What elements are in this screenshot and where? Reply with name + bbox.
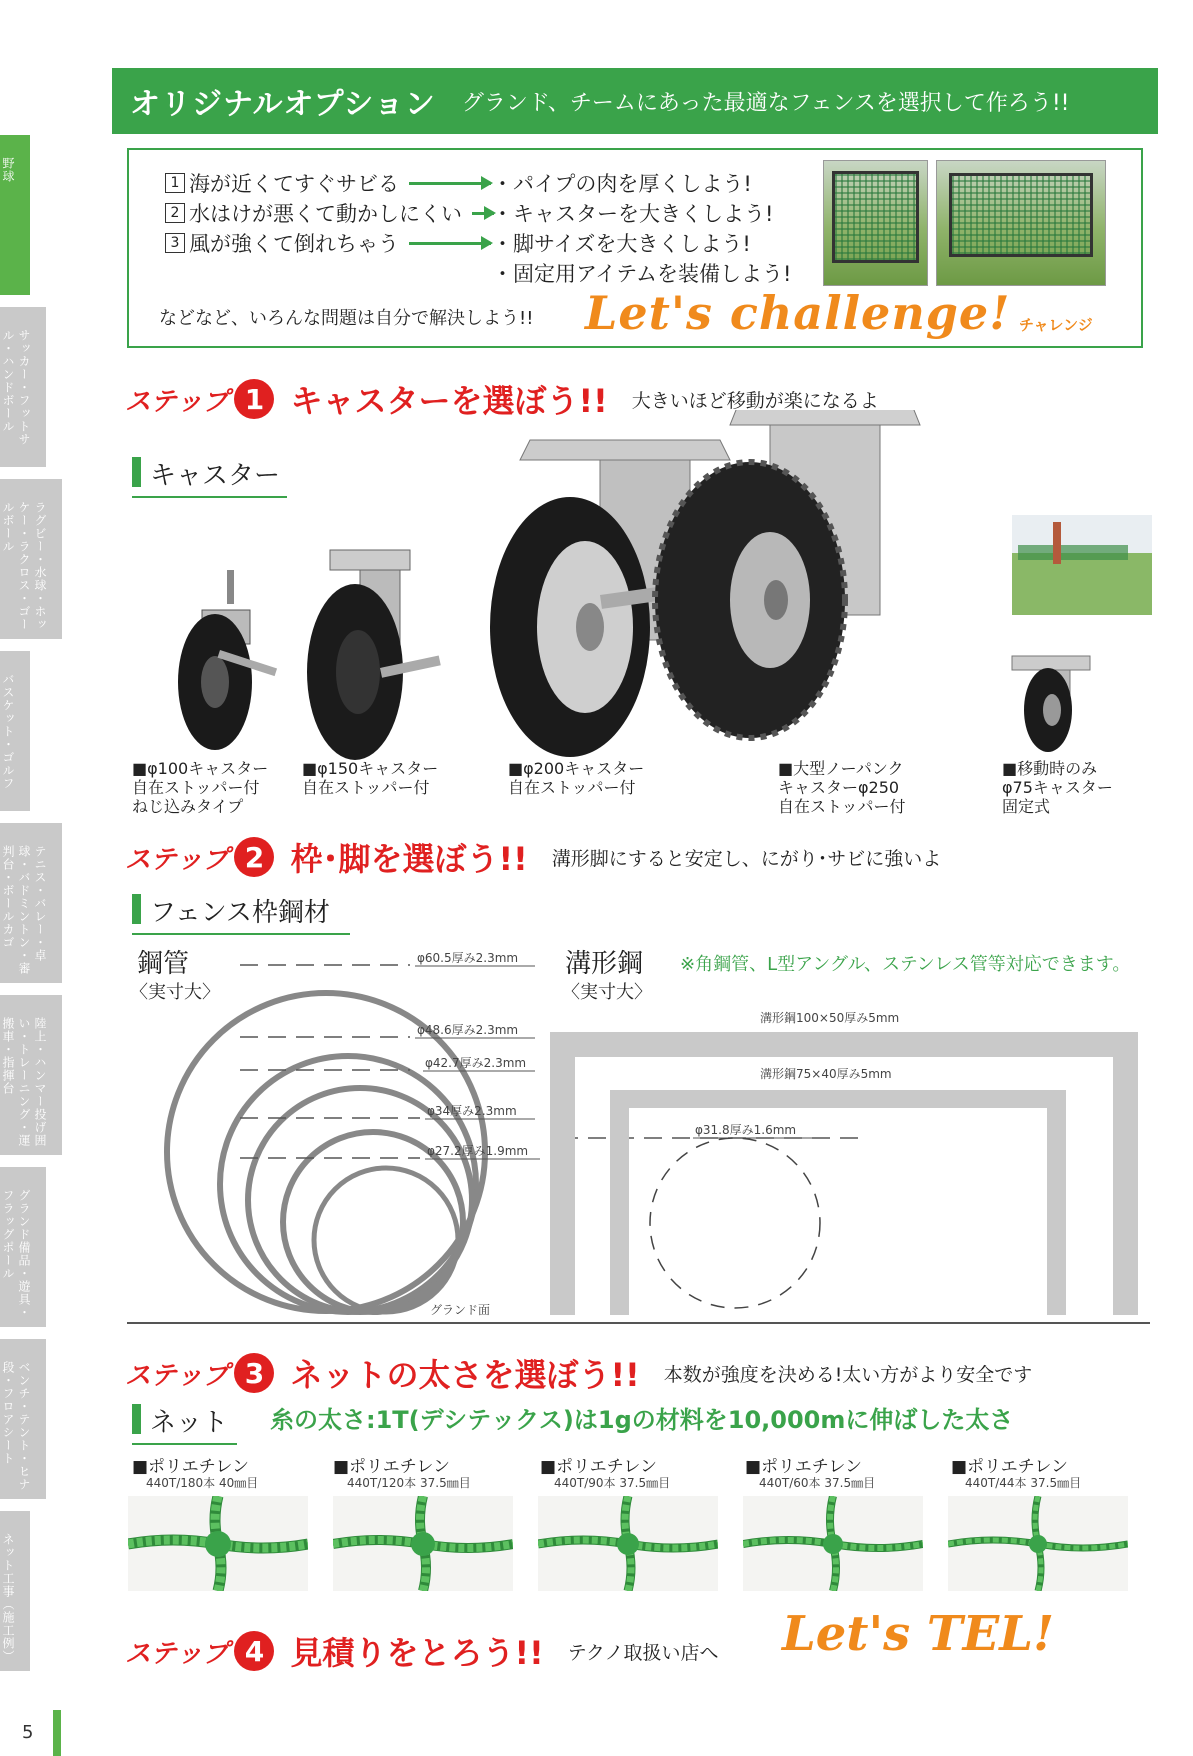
sidebar-tab-athletics[interactable]: 陸上・ハンマー投げ囲い・トレーニング・運搬車・指揮台: [0, 995, 62, 1155]
sidebar-tab-soccer[interactable]: サッカー・フットサル・ハンドボール: [0, 307, 46, 467]
caster-100-image: [178, 570, 277, 750]
caster-75-image: [1012, 656, 1090, 752]
net-name: ■ポリエチレン: [132, 1457, 249, 1477]
pipe-27-circle: [314, 1168, 458, 1312]
step-number-badge: 2: [234, 837, 274, 877]
caption-line: 自在ストッパー付: [778, 797, 906, 816]
ground-label: グランド面: [430, 1303, 491, 1317]
step-title: 枠･脚を選ぼう!!: [290, 840, 528, 878]
net-explanation: 糸の太さ:1T(デシテックス)は1gの材料を10,000mに伸ばした太さ: [270, 1406, 1014, 1434]
net-spec: 440T/180本 40㎜目: [146, 1476, 259, 1490]
net-sample-image: [333, 1496, 513, 1591]
page-title: オリジナルオプション: [130, 87, 436, 122]
channel-label: 溝形鋼100×50厚み5mm: [760, 1011, 900, 1025]
step2-heading: [125, 834, 941, 880]
net-spec: 440T/90本 37.5㎜目: [554, 1476, 671, 1490]
net-name: ■ポリエチレン: [745, 1457, 862, 1477]
arrow-right-icon: [409, 182, 491, 185]
caption-line: ねじ込みタイプ: [132, 797, 244, 816]
sidebar-tab-ground-equipment[interactable]: グランド備品・遊具・フラッグポール: [0, 1167, 46, 1327]
solution-text: ・パイプの肉を厚くしよう!: [492, 172, 752, 196]
steel-diagram: [120, 940, 1160, 1320]
problem-row: [165, 198, 500, 228]
closing-text: などなど、いろんな問題は自分で解決しよう!!: [159, 308, 534, 329]
step-subtitle: 大きいほど移動が楽になるよ: [631, 389, 879, 412]
sidebar-tab-baseball[interactable]: 野球: [0, 135, 30, 295]
net-rope: [617, 1533, 639, 1555]
step-subtitle: テクノ取扱い店へ: [567, 1641, 719, 1664]
step-subtitle: 溝形脚にすると安定し、にがり･サビに強いよ: [551, 847, 942, 870]
step-label: ステップ: [125, 1360, 229, 1391]
fence-photo: [823, 160, 928, 286]
caption-line: 自在ストッパー付: [508, 778, 636, 797]
step-number-badge: 4: [234, 1631, 274, 1671]
net-name: ■ポリエチレン: [951, 1457, 1068, 1477]
page-number-bar: [53, 1710, 61, 1756]
caption-line: 固定式: [1002, 797, 1051, 816]
sidebar-tab-basketball[interactable]: バスケット・ゴルフ: [0, 651, 30, 811]
caster-images: [130, 410, 1160, 760]
sidebar-tab-rugby[interactable]: ラグビー・水球・ホッケー・ラクロス・ゴールボール: [0, 479, 62, 639]
problem-text: 風が強くて倒れちゃう: [189, 232, 399, 256]
caster-150-image: [307, 550, 441, 760]
arrow-right-icon: [409, 242, 491, 245]
net-spec: 440T/120本 37.5㎜目: [347, 1476, 471, 1490]
solution-text: ・固定用アイテムを装備しよう!: [492, 262, 792, 286]
step-label: ステップ: [125, 386, 229, 417]
net-name: ■ポリエチレン: [540, 1457, 657, 1477]
caption-line: ■移動時のみ: [1002, 759, 1098, 778]
net-sample-image: [948, 1496, 1128, 1591]
lets-tel-slogan[interactable]: Let's TEL!: [782, 1606, 1055, 1662]
caster-caption: [132, 759, 268, 816]
step-title: 見積りをとろう!!: [290, 1634, 544, 1672]
pipe-label: φ34厚み2.3mm: [427, 1104, 517, 1118]
net-sample-image: [743, 1496, 923, 1591]
page-header: [112, 68, 1158, 134]
problem-number: 3: [165, 233, 185, 253]
step-title: ネットの太さを選ぼう!!: [290, 1356, 640, 1394]
problem-row: [165, 168, 497, 198]
step-label: ステップ: [125, 1638, 229, 1669]
net-rope: [411, 1532, 435, 1556]
arrow-right-icon: [472, 212, 494, 215]
field-photo-image: [1012, 515, 1152, 615]
net-rope: [1029, 1535, 1047, 1553]
pipe-42-circle: [248, 1088, 472, 1312]
caster-caption: [508, 759, 644, 797]
net-sample-image: [538, 1496, 718, 1591]
material-note: ※角鋼管、L型アングル、ステンレス管等対応できます。: [680, 954, 1131, 975]
step-number-badge: 1: [234, 379, 274, 419]
step-label: ステップ: [125, 844, 229, 875]
caster-caption: [778, 759, 906, 816]
step3-heading: [125, 1350, 1032, 1396]
problem-text: 水はけが悪くて動かしにくい: [189, 202, 462, 226]
net-spec: 440T/60本 37.5㎜目: [759, 1476, 876, 1490]
pipe-label: φ27.2厚み1.9mm: [427, 1144, 529, 1158]
caption-line: キャスターφ250: [778, 778, 900, 797]
pipe-31-circle: [650, 1138, 820, 1308]
solution-text: ・脚サイズを大きくしよう!: [492, 232, 751, 256]
problem-number: 1: [165, 173, 185, 193]
caster-caption: [302, 759, 438, 797]
sidebar-tabs: [0, 135, 62, 1683]
caption-line: ■φ200キャスター: [508, 759, 645, 778]
problem-number: 2: [165, 203, 185, 223]
net-sample-image: [128, 1496, 308, 1591]
channel-label: 溝形鋼75×40厚み5mm: [760, 1067, 892, 1081]
channel-75-shape: [610, 1090, 1066, 1315]
caption-line: φ75キャスター: [1002, 778, 1113, 797]
section-title-net: ネット: [132, 1402, 237, 1445]
sidebar-tab-net-construction[interactable]: ネット工事（施工例）: [0, 1511, 30, 1671]
net-rope: [823, 1534, 843, 1554]
page-subtitle: グランド、チームにあった最適なフェンスを選択して作ろう!!: [461, 90, 1070, 116]
step-number-badge: 3: [234, 1353, 274, 1393]
step-subtitle: 本数が強度を決める!太い方がより安全です: [663, 1363, 1033, 1386]
pipe-label: φ48.6厚み2.3mm: [417, 1023, 519, 1037]
pipe-label: φ60.5厚み2.3mm: [417, 951, 519, 965]
caption-line: ■φ100キャスター: [132, 759, 269, 778]
net-spec: 440T/44本 37.5㎜目: [965, 1476, 1082, 1490]
channel-title: 溝形鋼: [565, 949, 644, 979]
problem-row: [165, 228, 497, 258]
problem-text: 海が近くてすぐサビる: [189, 172, 399, 196]
pipe-title: 鋼管: [137, 949, 190, 979]
section-title-frame-steel: フェンス枠鋼材: [132, 892, 350, 935]
pipe-48-circle: [220, 1056, 476, 1312]
channel-subtitle: 〈実寸大〉: [562, 982, 652, 1003]
caster-caption: [1002, 759, 1113, 816]
caption-line: ■大型ノーパンク: [778, 759, 904, 778]
net-name: ■ポリエチレン: [333, 1457, 450, 1477]
caption-line: 自在ストッパー付: [302, 778, 430, 797]
caption-line: ■φ150キャスター: [302, 759, 439, 778]
challenge-slogan: Let's challenge!: [585, 286, 1011, 340]
divider: [127, 1322, 1150, 1324]
problem-box: [127, 148, 1143, 348]
page-number: 5: [22, 1722, 34, 1743]
pipe-subtitle: 〈実寸大〉: [130, 982, 220, 1003]
step4-heading: [125, 1628, 719, 1674]
net-rope: [205, 1531, 231, 1557]
challenge-kana: チャレンジ: [1019, 316, 1093, 334]
fence-photo: [936, 160, 1106, 286]
section-title-caster: キャスター: [132, 455, 287, 498]
pipe-label: φ42.7厚み2.3mm: [425, 1056, 527, 1070]
step-title: キャスターを選ぼう!!: [290, 382, 608, 420]
solution-text: ・キャスターを大きくしよう!: [492, 202, 774, 226]
caption-line: 自在ストッパー付: [132, 778, 260, 797]
sidebar-tab-tennis[interactable]: テニス・バレー・卓球・バドミントン・審判台・ボールカゴ: [0, 823, 62, 983]
small-pipe-label: φ31.8厚み1.6mm: [695, 1123, 797, 1137]
sidebar-tab-bench[interactable]: ベンチ・テント・ヒナ段・フロアシート: [0, 1339, 46, 1499]
